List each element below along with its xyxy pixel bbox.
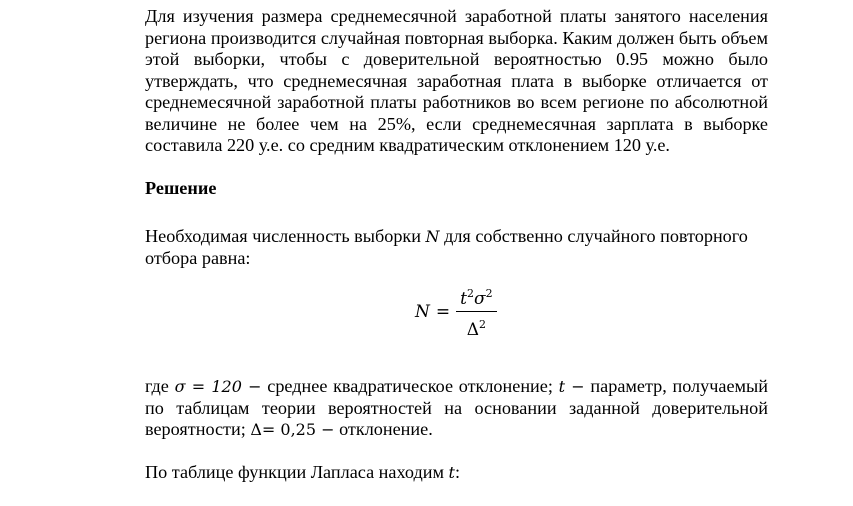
where-text-4: отклонение. <box>334 419 433 439</box>
laplace-text-before: По таблице функции Лапласа находим <box>145 462 449 482</box>
formula-denominator <box>467 312 486 340</box>
numerator-sigma: σ <box>473 289 486 309</box>
formula-numerator <box>456 284 496 312</box>
numerator-t-exponent: 2 <box>466 287 474 300</box>
intro-text-after: для собственно случайного повторного отбора равна: <box>145 226 748 268</box>
intro-text-before: Необходимая численность выборки <box>145 226 426 246</box>
where-text-1: где <box>145 376 175 396</box>
formula-lhs: N <box>415 302 430 322</box>
where-text-3: параметр, получаемый по таблицам теории вероятностей на основании заданной доверительной вероятности; <box>145 376 768 439</box>
sample-size-formula <box>415 284 497 340</box>
laplace-text-after: : <box>454 462 461 482</box>
where-sigma-expression: σ = 120 − <box>174 377 262 396</box>
where-paragraph <box>145 376 768 441</box>
intro-variable-n: N <box>425 227 440 246</box>
where-t-variable: t <box>558 377 566 396</box>
solution-heading: Решение <box>145 178 217 198</box>
numerator-sigma-exponent: 2 <box>485 287 493 300</box>
denominator-delta: Δ <box>466 320 479 340</box>
laplace-variable-t: t <box>448 463 455 482</box>
laplace-line <box>145 462 768 484</box>
where-delta-expression: Δ= 0,25 − <box>250 420 335 439</box>
solution-intro <box>145 226 775 269</box>
where-t-dash: − <box>565 377 585 396</box>
numerator-t: t <box>460 289 467 309</box>
formula-equals: = <box>435 302 451 322</box>
where-text-2: среднее квадратическое отклонение; <box>261 376 559 396</box>
problem-paragraph: Для изучения размера среднемесячной заработной платы занятого населения региона производится случайная повторная выборка. Каким должен быть объем этой выборки, чтобы с доверительной вероятностью 0.95 можно было утверждать, что среднемесячная заработная плата в выборке отличается от среднемесячной заработной платы работников во всем регионе по абсолютной величине не более чем на 25%, если среднемесячная зарплата в выборке составила 220 у.е. со средним квадратическим отклонением 120 у.е. <box>145 6 768 155</box>
denominator-delta-exponent: 2 <box>478 318 486 331</box>
formula-fraction <box>456 284 496 340</box>
